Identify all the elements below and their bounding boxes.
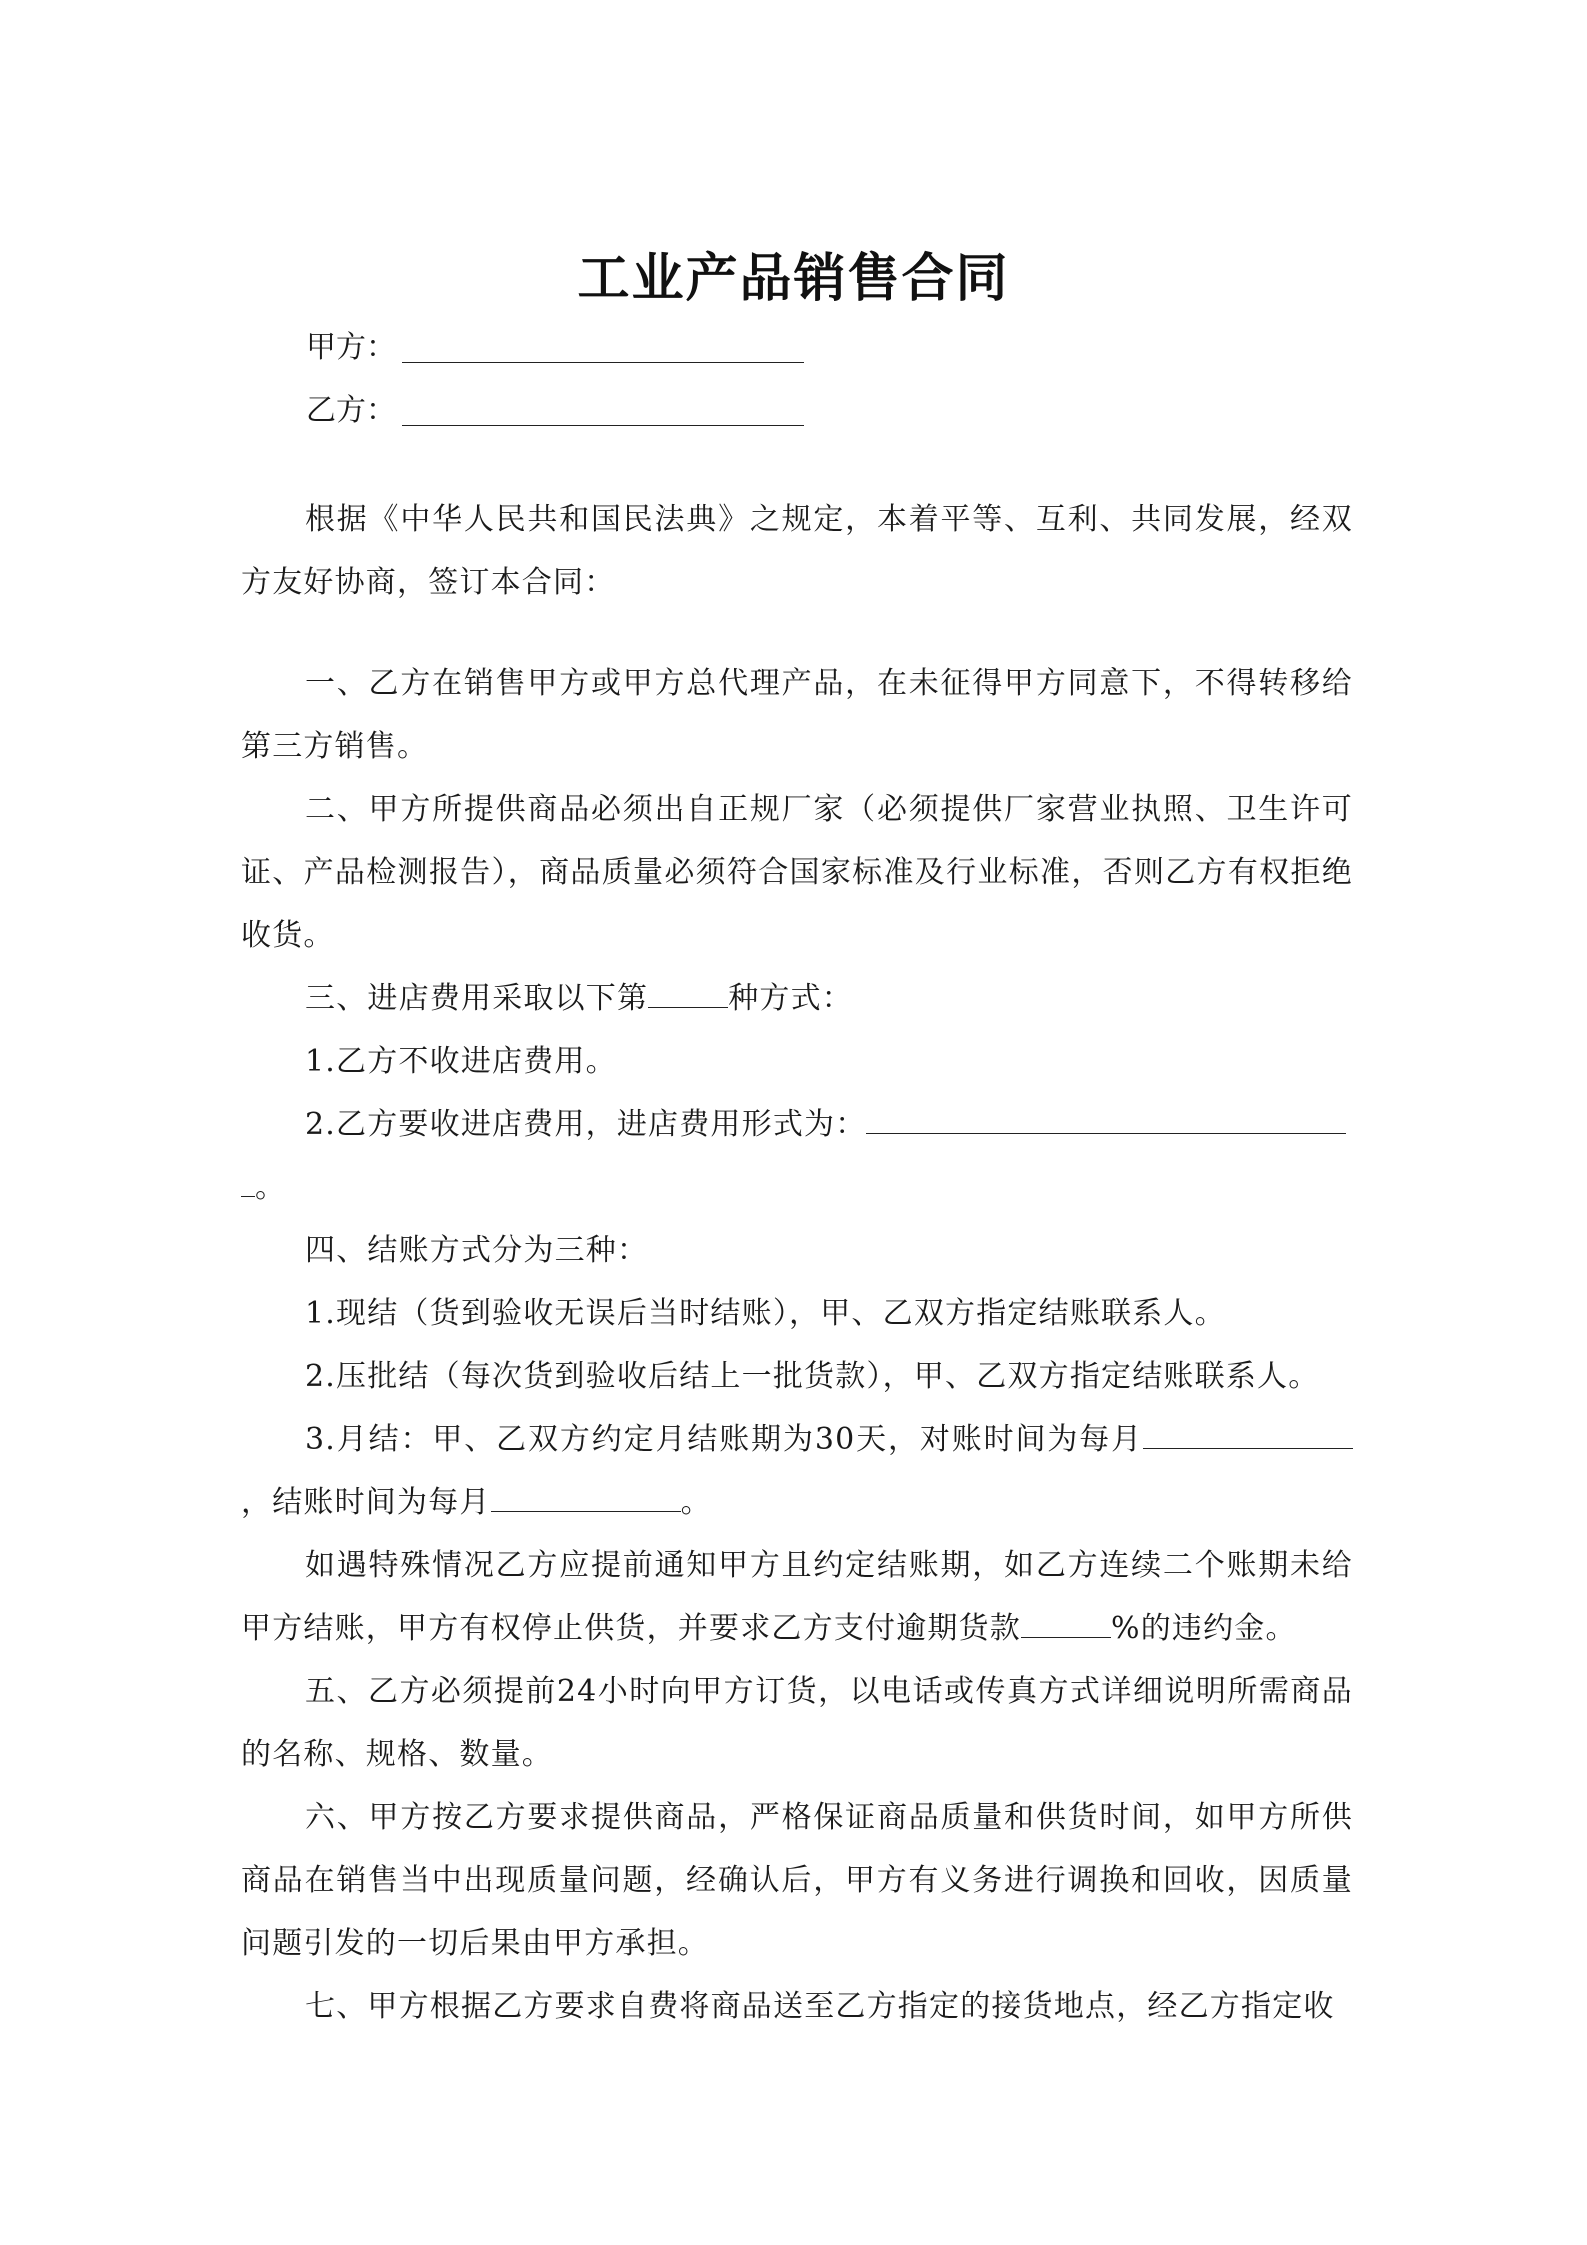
- clause-4-option-3-text-a: 3.月结：甲、乙双方约定月结账期为30天，对账时间为每月: [305, 1422, 1143, 1457]
- special-case-text-b: %的违约金。: [1111, 1611, 1297, 1646]
- clause-4-option-3: [241, 1408, 1353, 1534]
- entry-fee-form-blank-cont: [241, 1168, 255, 1197]
- contract-title: 工业产品销售合同: [577, 249, 1010, 309]
- clause-7: 七、甲方根据乙方要求自费将商品送至乙方指定的接货地点，经乙方指定收: [305, 1989, 1335, 2024]
- party-b-row: [306, 391, 396, 431]
- clause-1: 一、乙方在销售甲方或甲方总代理产品，在未征得甲方同意下，不得转移给第三方销售。: [241, 666, 1353, 764]
- reconcile-date-blank: [1143, 1420, 1353, 1449]
- clause-4-option-3-text-c: 。: [680, 1485, 712, 1520]
- clause-3-option-2-text: 2.乙方要收进店费用，进店费用形式为：: [305, 1107, 867, 1142]
- clause-3-blank: [648, 979, 728, 1008]
- clause-3: [241, 967, 1353, 1030]
- penalty-rate-blank: [1021, 1609, 1111, 1638]
- clause-3-text-a: 三、进店费用采取以下第: [305, 981, 649, 1016]
- clause-3-option-2-end: 。: [255, 1170, 287, 1205]
- settle-date-blank: [491, 1483, 681, 1512]
- party-b-label: 乙方：: [306, 393, 396, 428]
- clause-6: 六、甲方按乙方要求提供商品，严格保证商品质量和供货时间，如甲方所供商品在销售当中出现质量问题，经确认后，甲方有义务进行调换和回收，因质量问题引发的一切后果由甲方承担。: [241, 1800, 1353, 1961]
- preamble-paragraph: 根据《中华人民共和国民法典》之规定，本着平等、互利、共同发展，经双方友好协商，签订本合同：: [241, 502, 1353, 600]
- clause-4-option-2: 2.压批结（每次货到验收后结上一批货款），甲、乙双方指定结账联系人。: [305, 1359, 1320, 1394]
- contract-body: [241, 488, 1353, 2038]
- clause-3-text-b: 种方式：: [728, 981, 854, 1016]
- special-case-text-a: 如遇特殊情况乙方应提前通知甲方且约定结账期，如乙方连续二个账期未给甲方结账，甲方有权停止供货，并要求乙方支付逾期货款: [241, 1548, 1353, 1646]
- clause-3-option-2: [241, 1093, 1353, 1219]
- party-a-label: 甲方：: [306, 330, 396, 365]
- party-b-blank: [402, 425, 804, 426]
- party-a-row: [306, 328, 396, 368]
- party-a-blank: [402, 362, 804, 363]
- special-case-paragraph: [241, 1534, 1353, 1660]
- clause-3-option-1: 1.乙方不收进店费用。: [305, 1044, 617, 1079]
- clause-4-option-1: 1.现结（货到验收无误后当时结账），甲、乙双方指定结账联系人。: [305, 1296, 1226, 1331]
- clause-5: 五、乙方必须提前24小时向甲方订货，以电话或传真方式详细说明所需商品的名称、规格、数量。: [241, 1674, 1353, 1772]
- clause-4: 四、结账方式分为三种：: [305, 1233, 649, 1268]
- clause-2: 二、甲方所提供商品必须出自正规厂家（必须提供厂家营业执照、卫生许可证、产品检测报告），商品质量必须符合国家标准及行业标准，否则乙方有权拒绝收货。: [241, 792, 1353, 953]
- entry-fee-form-blank: [866, 1105, 1346, 1134]
- clause-4-option-3-text-b: ，结账时间为每月: [241, 1485, 491, 1520]
